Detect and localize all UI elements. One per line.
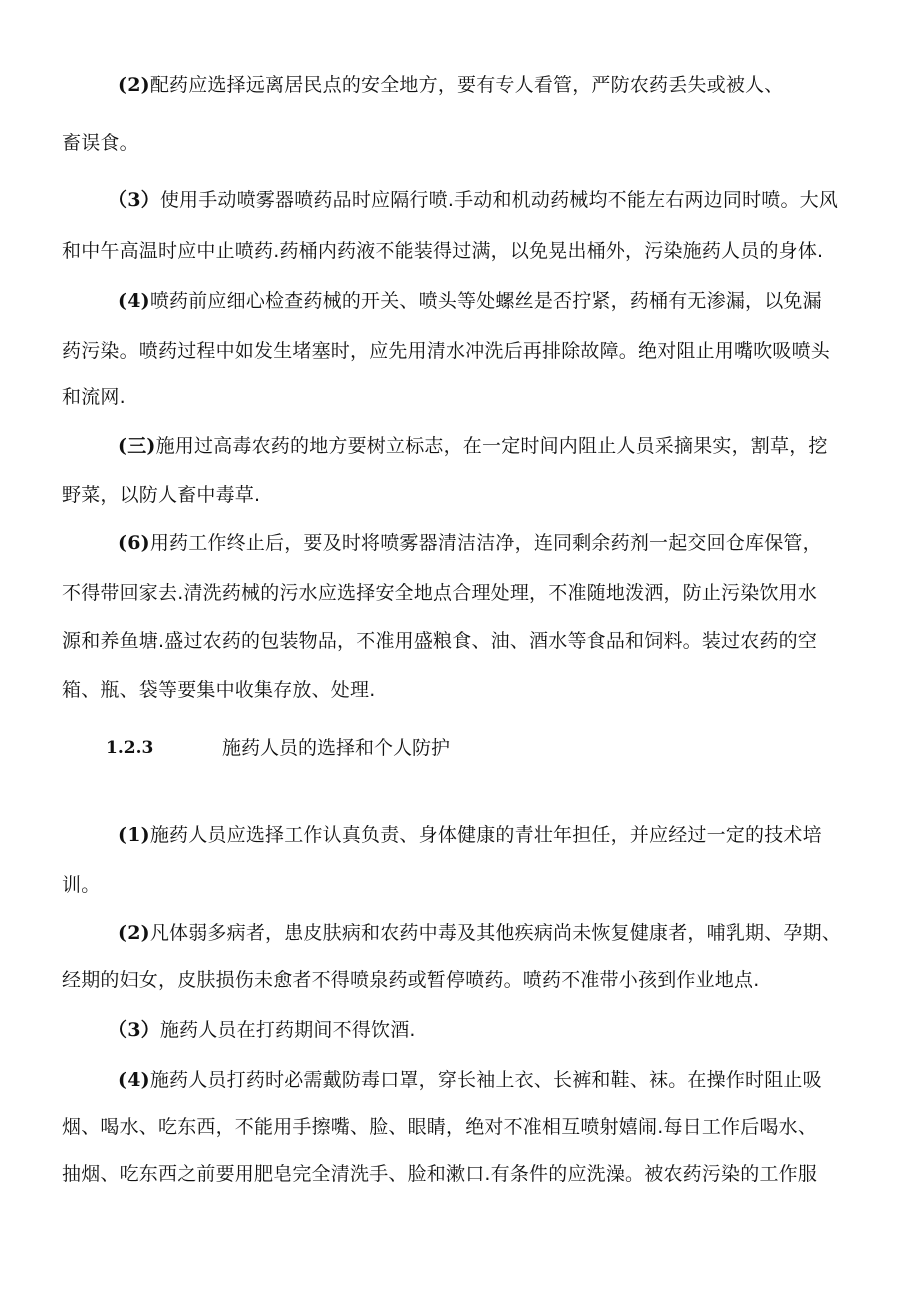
paragraph-5-line-2: 野菜，以防人畜中毒草. [62, 484, 261, 506]
paragraph-10-line-2: 烟、喝水、吃东西，不能用手擦嘴、脸、眼睛，绝对不准相互喷射嬉闹.每日工作后喝水、 [62, 1116, 818, 1138]
item-marker: (2) [118, 74, 150, 96]
item-marker: （3） [108, 189, 160, 211]
paragraph-4-line-2: 药污染。喷药过程中如发生堵塞时，应先用清水冲洗后再排除故障。绝对阻止用嘴吹吸喷头 [62, 340, 831, 362]
paragraph-5-line-1: (三)施用过高毒农药的地方要树立标志，在一定时间内阻止人员采摘果实，割草，挖 [118, 435, 828, 457]
item-marker: (6) [118, 532, 150, 554]
paragraph-9-line-1: （3）施药人员在打药期间不得饮酒. [108, 1019, 416, 1041]
item-marker: (2) [118, 922, 150, 944]
item-marker: (4) [118, 290, 150, 312]
paragraph-6-line-4: 箱、瓶、袋等要集中收集存放、处理. [62, 679, 376, 701]
section-number: 1.2.3 [106, 738, 154, 758]
section-title: 施药人员的选择和个人防护 [222, 737, 451, 759]
item-marker: (1) [118, 824, 150, 846]
paragraph-3-line-2: 和中午高温时应中止喷药.药桶内药液不能装得过满，以免晃出桶外，污染施药人员的身体. [62, 240, 824, 262]
paragraph-10-line-1: (4)施药人员打药时必需戴防毒口罩，穿长袖上衣、长裤和鞋、袜。在操作时阻止吸 [118, 1069, 822, 1091]
paragraph-3-line-1: （3）使用手动喷雾器喷药品时应隔行喷.手动和机动药械均不能左右两边同时喷。大风 [108, 189, 839, 211]
item-marker: (4) [118, 1069, 150, 1091]
paragraph-7-line-1: (1)施药人员应选择工作认真负责、身体健康的青壮年担任，并应经过一定的技术培 [118, 824, 822, 846]
paragraph-2-line-2: 畜误食。 [62, 132, 139, 154]
paragraph-8-line-2: 经期的妇女，皮肤损伤未愈者不得喷泉药或暂停喷药。喷药不准带小孩到作业地点. [62, 969, 760, 991]
item-marker: （3） [108, 1019, 160, 1041]
paragraph-6-line-3: 源和养鱼塘.盛过农药的包装物品，不准用盛粮食、油、酒水等食品和饲料。装过农药的空 [62, 630, 818, 652]
paragraph-7-line-2: 训。 [62, 874, 101, 896]
item-marker: (三) [118, 435, 156, 457]
paragraph-6-line-1: (6)用药工作终止后，要及时将喷雾器清洁洁净，连同剩余药剂一起交回仓库保管， [118, 532, 822, 554]
paragraph-4-line-1: (4)喷药前应细心检查药械的开关、喷头等处螺丝是否拧紧，药桶有无渗漏，以免漏 [118, 290, 822, 312]
paragraph-8-line-1: (2)凡体弱多病者，患皮肤病和农药中毒及其他疾病尚未恢复健康者，哺乳期、孕期、 [118, 922, 842, 944]
paragraph-2-line-1: (2)配药应选择远离居民点的安全地方，要有专人看管，严防农药丢失或被人、 [118, 74, 784, 96]
paragraph-10-line-3: 抽烟、吃东西之前要用肥皂完全清洗手、脸和漱口.有条件的应洗澡。被农药污染的工作服 [62, 1163, 818, 1185]
paragraph-6-line-2: 不得带回家去.清洗药械的污水应选择安全地点合理处理，不准随地泼洒，防止污染饮用水 [62, 582, 818, 604]
paragraph-4-line-3: 和流网. [62, 386, 126, 408]
